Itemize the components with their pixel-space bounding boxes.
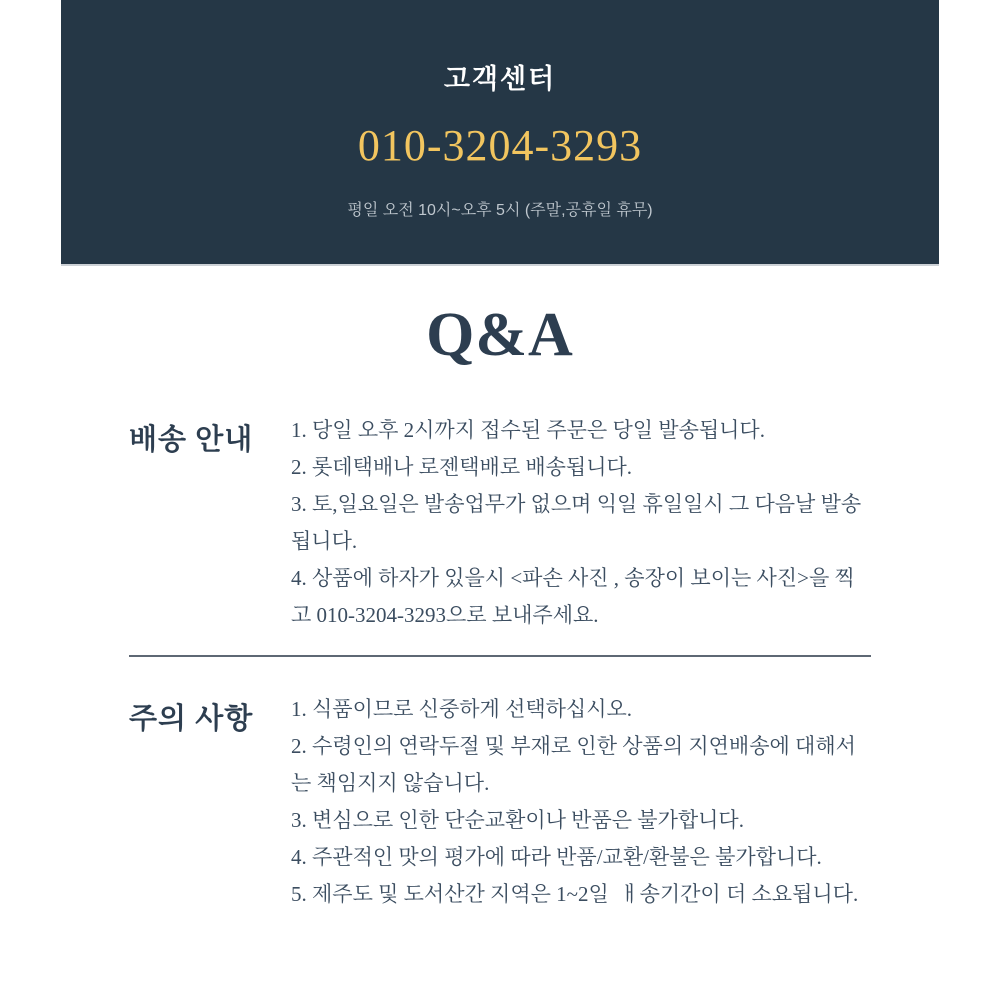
section-precautions-list [291,691,871,913]
list-item: 1. 식품이므로 신중하게 선택하십시오. [291,697,633,721]
qa-content [129,412,871,913]
customer-center-phone: 010-3204-3293 [357,121,643,170]
section-shipping-label: 배송 안내 [129,424,254,456]
customer-center-panel [61,0,939,266]
list-item: 4. 상품에 하자가 있을시 <파손 사진 , 송장이 보이는 사진>을 찍고 010-3204-3293으로 보내주세요. [291,566,855,627]
customer-center-hours: 평일 오전 10시~오후 5시 (주말,공휴일 휴무) [347,202,653,219]
list-item: 2. 롯데택배나 로젠택배로 배송됩니다. [291,455,633,479]
list-item: 1. 당일 오후 2시까지 접수된 주문은 당일 발송됩니다. [291,418,765,442]
section-shipping-info [129,412,871,634]
qa-heading: Q&A [426,301,574,369]
list-item: 3. 토,일요일은 발송업무가 없으며 익일 휴일일시 그 다음날 발송됩니다. [291,492,862,553]
customer-center-title: 고객센터 [443,64,557,94]
section-divider [129,655,871,657]
section-precautions [129,691,871,913]
list-item: 3. 변심으로 인한 단순교환이나 반품은 불가합니다. [291,808,744,832]
list-item: 4. 주관적인 맛의 평가에 따라 반품/교환/환불은 불가합니다. [291,845,822,869]
section-precautions-label: 주의 사항 [129,703,254,735]
list-item: 2. 수령인의 연락두절 및 부재로 인한 상품의 지연배송에 대해서는 책임지지 않습니다. [291,734,856,795]
list-item: 5. 제주도 및 도서산간 지역은 1~2일 ㅐ송기간이 더 소요됩니다. [291,882,859,906]
section-shipping-list [291,412,871,634]
